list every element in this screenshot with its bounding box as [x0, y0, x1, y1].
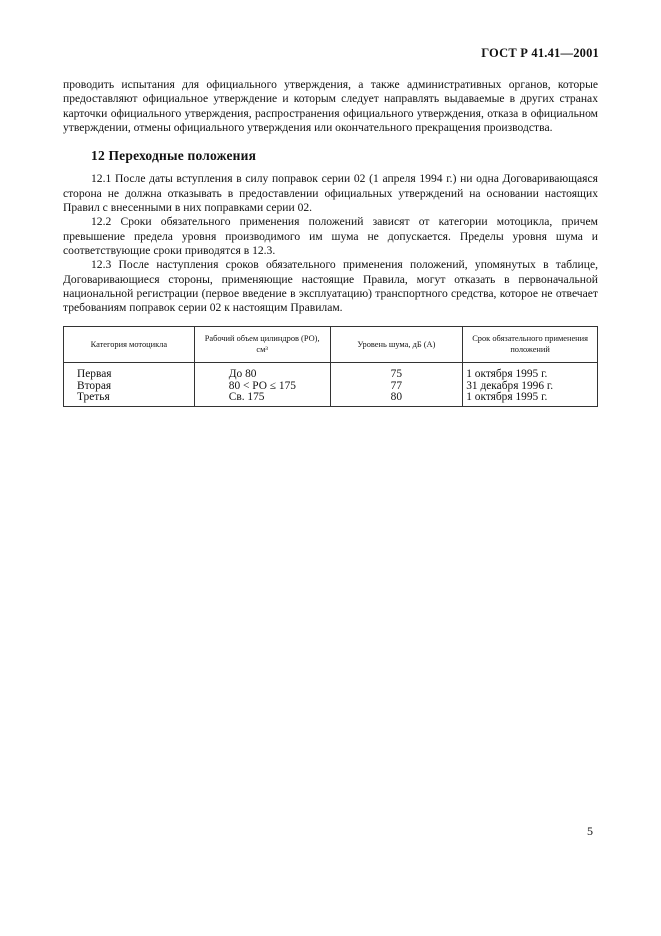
page-number: 5	[587, 824, 593, 838]
document-body	[63, 78, 598, 407]
paragraph-12-3: 12.3 После наступления сроков обязательного применения положений, упомянутых в таблице, Договаривающиеся стороны, применяющие настоящие Правила, могут отказать в первоначальной национальной регистрации (первое введение в эксплуатацию) транспортного средства, которое не отвечает требованиям поправок серии 02 к настоящим Правилам.	[63, 258, 598, 315]
cell-noise: 80	[330, 392, 463, 406]
noise-limits-table	[63, 326, 598, 406]
header-noise: Уровень шума, дБ (А)	[330, 327, 463, 363]
cell-category: Вторая	[64, 381, 195, 392]
section-title: 12 Переходные положения	[91, 148, 257, 164]
document-code-header: ГОСТ Р 41.41—2001	[481, 46, 599, 60]
cell-volume: Св. 175	[194, 392, 330, 406]
cell-noise: 75	[330, 363, 463, 381]
paragraph-12-2: 12.2 Сроки обязательного применения положений зависят от категории мотоцикла, причем превышение предела уровня производимого им шума не допускается. Пределы уровня шума и соответствующие сроки приводятся в 12.3.	[63, 215, 598, 257]
header-term: Срок обязательного применения положений	[463, 327, 598, 363]
cell-term: 31 декабря 1996 г.	[463, 381, 598, 392]
table-header-row	[64, 327, 598, 363]
cell-volume: До 80	[194, 363, 330, 381]
table-row	[64, 392, 598, 406]
intro-paragraph: проводить испытания для официального утверждения, а также административных органов, которые предоставляют официальное утверждение и которым следует направлять выдаваемые в других странах карточки официального утверждения, распространения официального утверждения, отказа в официальном утверждении, отмены официального утверждения или окончательного прекращения производства.	[63, 78, 598, 134]
cell-term: 1 октября 1995 г.	[463, 363, 598, 381]
paragraph-12-1: 12.1 После даты вступления в силу поправок серии 02 (1 апреля 1994 г.) ни одна Договаривающаяся сторона не должна отказывать в предоставлении официальных утверждений на основании настоящих Правил с внесенными в них поправками серии 02.	[63, 172, 598, 215]
table-row	[64, 363, 598, 381]
header-volume: Рабочий объем цилиндров (РО), см³	[194, 327, 330, 363]
cell-volume: 80 < РО ≤ 175	[194, 381, 330, 392]
header-category: Категория мотоцикла	[64, 327, 195, 363]
cell-noise: 77	[330, 381, 463, 392]
cell-category: Третья	[64, 392, 195, 406]
cell-term: 1 октября 1995 г.	[463, 392, 598, 406]
cell-category: Первая	[64, 363, 195, 381]
